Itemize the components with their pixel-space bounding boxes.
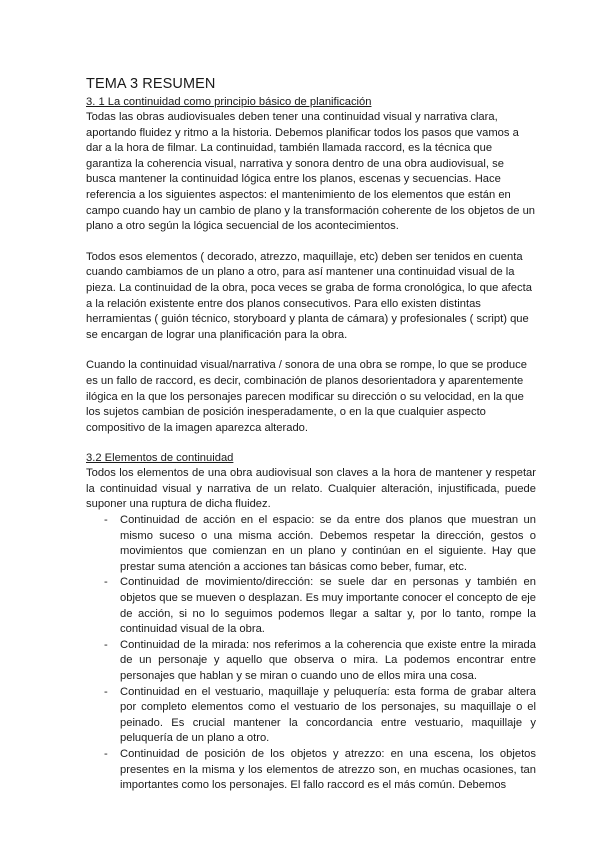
section-1-paragraph-2: Todos esos elementos ( decorado, atrezzo, maquillaje, etc) deben ser tenidos en cuenta cuando cambiamos de un plano a otro, para así mantener una continuidad visual de la pieza. La continuidad de la obra, poca veces se graba de forma cronológica, lo que afecta a la relación existente entre dos planos consecutivos. Para ello existen distintas herramientas ( guión técnico, storyboard y planta de cámara) y profesionales ( script) que se encargan de lograr una planificación para la obra. bbox=[86, 250, 532, 341]
list-item-text: Continuidad de acción en el espacio: se da entre dos planos que muestran un mismo suceso o una misma acción. Debemos respetar la dirección, gestos o movimientos que comienzan en un plano y continúan en el siguiente. Hay que prestar suma atención a acciones tan básicas como beber, fumar, etc. bbox=[120, 514, 536, 573]
list-item bbox=[104, 638, 536, 685]
list-item bbox=[104, 575, 536, 637]
list-item bbox=[104, 747, 536, 794]
list-item-text: Continuidad en el vestuario, maquillaje y peluquería: esta forma de grabar altera por completo elementos como el vestuario de los personajes, su maquillaje o el peinado. Es crucial mantener la concordancia entre vestuario, maquillaje y peluquería de un plano a otro. bbox=[120, 685, 536, 745]
section-1-paragraph-1: Todas las obras audiovisuales deben tener una continuidad visual y narrativa clara, aportando fluidez y ritmo a la historia. Debemos planificar todos los pasos que vamos a dar a la hora de filmar. La continuidad, también llamada raccord, es la técnica que garantiza la coherencia visual, narrativa y sonora dentro de una obra audiovisual, se busca mantener la continuidad lógica entre los planos, escenas y secuencias. Hace referencia a los siguientes aspectos: el mantenimiento de los elementos que están en campo cuando hay un cambio de plano y la transformación coherente de los objetos de un plano a otro según la lógica secuencial de los acontecimientos. bbox=[86, 111, 536, 233]
section-1-paragraph-3: Cuando la continuidad visual/narrativa / sonora de una obra se rompe, lo que se produce es un fallo de raccord, es decir, combinación de planos desorientadora y aparentemente ilógica en la que los personajes parecen modificar su dirección o su velocidad, en la que los sujetos cambian de posición inesperadamente, o en la que cualquier aspecto compositivo de la imagen aparezca alterado. bbox=[86, 359, 527, 434]
list-item bbox=[104, 513, 536, 575]
list-item-text: Continuidad de posición de los objetos y atrezzo: en una escena, los objetos presentes en la misma y los elementos de atrezzo son, en muchas ocasiones, tan importantes como los personajes. El fallo raccord es el más común. Debemos bbox=[120, 747, 536, 792]
bullet-dash: - bbox=[104, 514, 108, 527]
continuity-elements-list bbox=[86, 513, 536, 794]
document-title: TEMA 3 RESUMEN bbox=[86, 76, 216, 92]
section-1-heading: 3. 1 La continuidad como principio básico de planificación bbox=[86, 96, 372, 108]
list-item-text: Continuidad de movimiento/dirección: se suele dar en personas y también en objetos que se mueven o desplazan. Es muy importante conocer el concepto de eje de acción, si no lo seguimos podemos llegar a saltar y, por lo tanto, rompe la continuidad visual de la obra. bbox=[120, 576, 536, 636]
list-item-text: Continuidad de la mirada: nos referimos a la coherencia que existe entre la mirada de un personaje y aquello que observa o mira. La podemos encontrar entre personajes que hablan y se miran o cuando uno de ellos mira una cosa. bbox=[120, 638, 536, 682]
bullet-dash: - bbox=[104, 638, 108, 651]
list-item bbox=[104, 685, 536, 747]
bullet-dash: - bbox=[104, 747, 108, 760]
section-2-heading: 3.2 Elementos de continuidad bbox=[86, 452, 234, 465]
bullet-dash: - bbox=[104, 685, 108, 698]
section-2-intro: Todos los elementos de una obra audiovisual son claves a la hora de mantener y respetar la continuidad visual y narrativa de un relato. Cualquier alteración, injustificada, puede suponer una ruptura de dicha fluidez. bbox=[86, 467, 536, 511]
bullet-dash: - bbox=[104, 576, 108, 589]
